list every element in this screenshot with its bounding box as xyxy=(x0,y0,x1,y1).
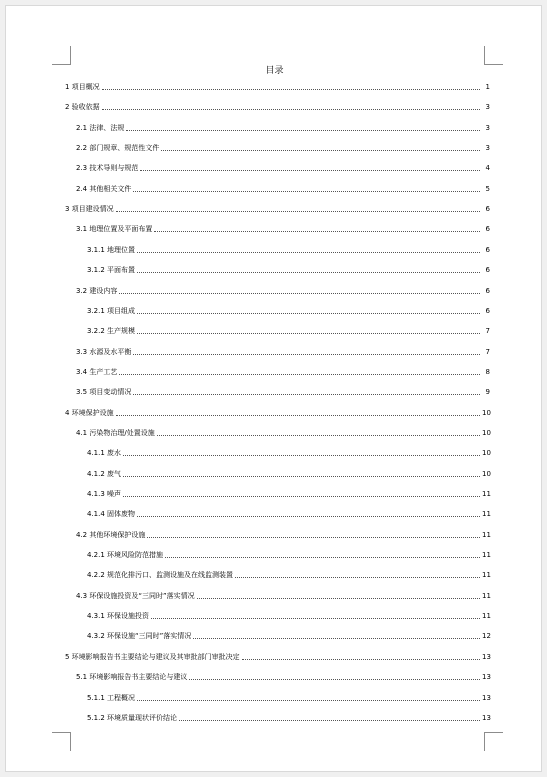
toc-entry[interactable] xyxy=(87,485,490,499)
toc-entry-label: 5.1 环境影响报告书主要结论与建议 xyxy=(76,673,188,682)
toc-leader-dots xyxy=(179,720,480,721)
toc-leader-dots xyxy=(123,496,480,497)
toc-entry-page: 6 xyxy=(485,205,490,214)
toc-entry-label: 4.1.1 废水 xyxy=(87,449,122,458)
toc-entry[interactable] xyxy=(87,465,490,479)
toc-entry[interactable] xyxy=(87,709,490,723)
document-page xyxy=(5,5,542,772)
toc-entry[interactable] xyxy=(87,302,490,316)
toc-entry[interactable] xyxy=(76,343,490,357)
toc-leader-dots xyxy=(154,231,480,232)
toc-entry-page: 13 xyxy=(482,713,491,722)
toc-entry-label: 3.2.1 项目组成 xyxy=(87,306,136,315)
toc-entry-label: 4.1.2 废气 xyxy=(87,469,122,478)
toc-entry-label: 4.1.3 噪声 xyxy=(87,490,122,498)
toc-leader-dots xyxy=(147,537,480,538)
toc-entry-label: 4.3.2 环保设施“三同时”落实情况 xyxy=(87,632,192,641)
toc-leader-dots xyxy=(133,394,480,395)
toc-entry[interactable] xyxy=(65,404,490,418)
toc-entry-page: 7 xyxy=(485,327,490,336)
toc-entry-page: 10 xyxy=(482,469,491,478)
toc-leader-dots xyxy=(161,150,480,151)
toc-entry-page: 6 xyxy=(485,266,490,275)
toc-entry[interactable] xyxy=(87,241,490,255)
toc-entry-page: 11 xyxy=(482,530,491,539)
toc-entry-label: 5.1.2 环境质量现状评价结论 xyxy=(87,713,178,722)
toc-leader-dots xyxy=(123,476,480,477)
toc-entry[interactable] xyxy=(87,505,490,519)
toc-entry[interactable] xyxy=(76,424,490,438)
toc-entry[interactable] xyxy=(76,668,490,682)
toc-entry-page: 12 xyxy=(482,632,491,641)
toc-leader-dots xyxy=(133,354,480,355)
toc-entry-page: 7 xyxy=(485,347,490,356)
toc-entry-page: 13 xyxy=(482,652,491,661)
toc-leader-dots xyxy=(126,130,480,131)
toc-entry[interactable] xyxy=(65,78,490,92)
toc-leader-dots xyxy=(137,252,480,253)
toc-leader-dots xyxy=(123,455,480,456)
toc-entry-page: 13 xyxy=(482,673,491,682)
toc-entry-label: 2 验收依据 xyxy=(65,103,100,112)
toc-entry-page: 11 xyxy=(482,612,491,621)
toc-leader-dots xyxy=(133,191,480,192)
toc-entry-label: 2.4 其他相关文件 xyxy=(76,184,132,193)
toc-leader-dots xyxy=(189,679,480,680)
toc-entry-page: 3 xyxy=(485,144,490,153)
crop-mark-bottom-left xyxy=(52,732,71,751)
toc-entry[interactable] xyxy=(65,200,490,214)
toc-leader-dots xyxy=(119,293,480,294)
toc-entry-label: 1 项目概况 xyxy=(65,83,100,91)
toc-entry-page: 11 xyxy=(482,490,491,498)
toc-entry[interactable] xyxy=(76,526,490,540)
toc-entry[interactable] xyxy=(76,383,490,397)
toc-entry-page: 10 xyxy=(482,449,491,458)
toc-leader-dots xyxy=(102,109,480,110)
toc-entry[interactable] xyxy=(65,98,490,112)
toc-leader-dots xyxy=(235,577,480,578)
toc-entry-page: 6 xyxy=(485,286,490,295)
toc-leader-dots xyxy=(165,557,480,558)
toc-entry-page: 11 xyxy=(482,510,491,519)
toc-entry[interactable] xyxy=(76,587,490,601)
toc-entry-page: 5 xyxy=(485,184,490,193)
toc-entry-label: 4.3.1 环保设施投资 xyxy=(87,612,150,621)
toc-entry[interactable] xyxy=(87,322,490,336)
toc-leader-dots xyxy=(140,170,480,171)
toc-entry[interactable] xyxy=(65,648,490,662)
toc-leader-dots xyxy=(137,700,480,701)
toc-entry[interactable] xyxy=(76,159,490,173)
toc-entry-label: 3.1.2 平面布置 xyxy=(87,266,136,275)
toc-entry-label: 3.4 生产工艺 xyxy=(76,367,118,376)
toc-entry-label: 2.1 法律、法规 xyxy=(76,123,125,132)
toc-entry-label: 3.3 水源及水平衡 xyxy=(76,347,132,356)
toc-entry-page: 6 xyxy=(485,225,490,234)
toc-entry[interactable] xyxy=(76,220,490,234)
toc-entry-label: 2.3 技术导则与规范 xyxy=(76,164,139,173)
toc-entry-label: 4.1 污染物治理/处置设施 xyxy=(76,428,155,437)
toc-leader-dots xyxy=(193,638,480,639)
toc-leader-dots xyxy=(157,435,480,436)
toc-entry-label: 3.2 建设内容 xyxy=(76,286,118,295)
toc-entry-label: 4.2.2 规范化排污口、监测设施及在线监测装置 xyxy=(87,571,234,580)
toc-leader-dots xyxy=(137,516,480,517)
toc-entry[interactable] xyxy=(87,689,490,703)
toc-entry[interactable] xyxy=(87,444,490,458)
toc-entry[interactable] xyxy=(87,627,490,641)
toc-leader-dots xyxy=(116,415,480,416)
toc-entry-page: 10 xyxy=(482,408,491,417)
toc-entry-page: 11 xyxy=(482,571,491,580)
toc-entry-page: 9 xyxy=(485,388,490,397)
toc-entry[interactable] xyxy=(76,282,490,296)
toc-entry-page: 13 xyxy=(482,693,491,702)
toc-entry[interactable] xyxy=(76,139,490,153)
toc-entry-label: 5.1.1 工程概况 xyxy=(87,693,136,702)
toc-entry-label: 4.3 环保设施投资及“三同时”落实情况 xyxy=(76,591,195,600)
toc-leader-dots xyxy=(242,659,480,660)
toc-entry-page: 3 xyxy=(485,103,490,112)
toc-entry[interactable] xyxy=(87,566,490,580)
toc-entry-label: 5 环境影响报告书主要结论与建议及其审批部门审批决定 xyxy=(65,652,240,661)
toc-entry-page: 11 xyxy=(482,551,491,560)
crop-mark-bottom-right xyxy=(484,732,503,751)
toc-entry-label: 4.1.4 固体废物 xyxy=(87,510,136,519)
toc-entry-page: 4 xyxy=(485,164,490,173)
toc-entry[interactable] xyxy=(87,607,490,621)
toc-entry-label: 4.2.1 环境风险防范措施 xyxy=(87,551,164,560)
toc-entry-page: 6 xyxy=(485,245,490,254)
toc-entry[interactable] xyxy=(76,180,490,194)
toc-leader-dots xyxy=(137,313,480,314)
toc-leader-dots xyxy=(102,89,480,90)
toc-entry-page: 1 xyxy=(485,83,490,91)
toc-entry[interactable] xyxy=(87,261,490,275)
toc-leader-dots xyxy=(137,272,480,273)
toc-entry-label: 4 环境保护设施 xyxy=(65,408,114,417)
toc-entry-page: 6 xyxy=(485,306,490,315)
toc-entry-label: 3.5 项目变动情况 xyxy=(76,388,132,397)
toc-entry-label: 3.1.1 地理位置 xyxy=(87,245,136,254)
toc-entry-label: 3.1 地理位置及平面布置 xyxy=(76,225,153,234)
toc-entry-label: 2.2 部门规章、规范性文件 xyxy=(76,144,160,153)
toc-entry-label: 3 项目建设情况 xyxy=(65,205,114,214)
toc-entry[interactable] xyxy=(76,363,490,377)
toc-entry-page: 8 xyxy=(485,367,490,376)
toc-entry-page: 10 xyxy=(482,428,491,437)
toc-entry-page: 11 xyxy=(482,591,491,600)
toc-entry-label: 4.2 其他环境保护设施 xyxy=(76,530,146,539)
toc-entry-label: 3.2.2 生产规模 xyxy=(87,327,136,336)
toc-entry[interactable] xyxy=(87,546,490,560)
toc-title: 目录 xyxy=(265,66,284,76)
toc-entry[interactable] xyxy=(76,119,490,133)
toc-leader-dots xyxy=(119,374,480,375)
toc-leader-dots xyxy=(137,333,480,334)
toc-leader-dots xyxy=(116,211,480,212)
toc-entry-page: 3 xyxy=(485,123,490,132)
toc-leader-dots xyxy=(197,598,480,599)
toc-leader-dots xyxy=(151,618,480,619)
